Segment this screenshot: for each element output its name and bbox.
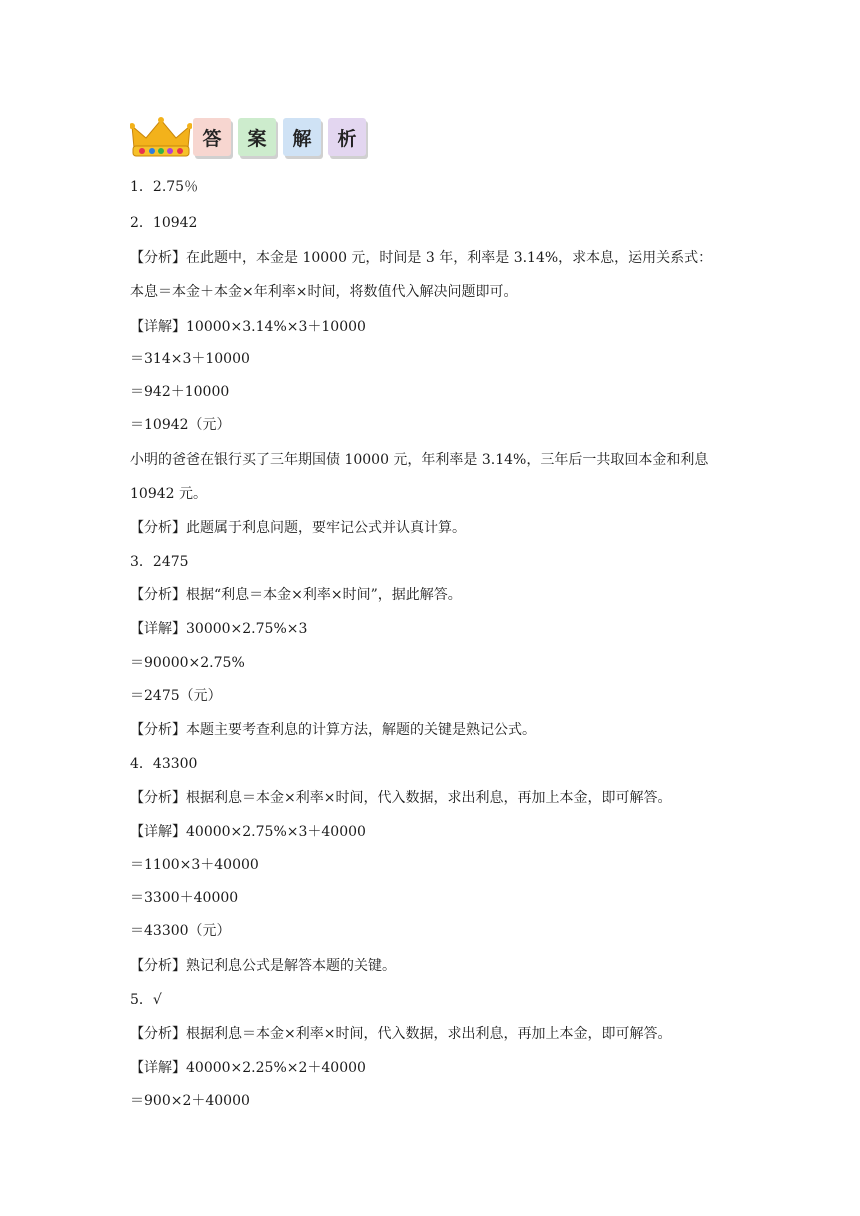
- text-line: ＝43300（元）: [130, 923, 231, 939]
- text-line: 【分析】此题属于利息问题，要牢记公式并认真计算。: [130, 520, 466, 536]
- text-line: 5．√: [130, 992, 162, 1008]
- crown-icon: [130, 116, 192, 158]
- text-line: ＝90000×2.75%: [130, 655, 245, 671]
- banner-tile: 析: [328, 118, 366, 156]
- text-line: 3．2475: [130, 554, 189, 570]
- text-line: ＝900×2＋40000: [130, 1093, 250, 1109]
- text-line: ＝314×3＋10000: [130, 351, 250, 367]
- text-line: 4．43300: [130, 756, 198, 772]
- text-line: 【详解】40000×2.25%×2＋40000: [130, 1060, 366, 1076]
- text-line: ＝942＋10000: [130, 384, 230, 400]
- text-line: 【详解】10000×3.14%×3＋10000: [130, 319, 366, 335]
- text-line: 【分析】本题主要考查利息的计算方法，解题的关键是熟记公式。: [130, 722, 536, 738]
- text-line: 【分析】熟记利息公式是解答本题的关键。: [130, 958, 396, 974]
- banner-tile: 案: [238, 118, 276, 156]
- banner-tile: 答: [193, 118, 231, 156]
- answer-analysis-banner: [130, 116, 390, 162]
- text-line: ＝2475（元）: [130, 688, 222, 704]
- text-line: 【分析】根据利息＝本金×利率×时间，代入数据，求出利息，再加上本金，即可解答。: [130, 790, 672, 806]
- text-line: 【分析】根据利息＝本金×利率×时间，代入数据，求出利息，再加上本金，即可解答。: [130, 1026, 672, 1042]
- text-line: 【分析】在此题中，本金是 10000 元，时间是 3 年，利率是 3.14%，求本息，运用关系式：: [130, 250, 713, 266]
- text-line: ＝3300＋40000: [130, 890, 239, 906]
- text-line: 【详解】30000×2.75%×3: [130, 621, 308, 637]
- text-line: 1．2.75％: [130, 179, 199, 195]
- text-line: 【详解】40000×2.75%×3＋40000: [130, 824, 366, 840]
- text-line: 小明的爸爸在银行买了三年期国债 10000 元，年利率是 3.14%，三年后一共取回本金和利息: [130, 452, 709, 468]
- banner-tile: 解: [283, 118, 321, 156]
- text-line: 10942 元。: [130, 486, 207, 502]
- text-line: ＝1100×3＋40000: [130, 857, 259, 873]
- text-line: 【分析】根据“利息＝本金×利率×时间”，据此解答。: [130, 587, 462, 603]
- text-line: 本息＝本金＋本金×年利率×时间，将数值代入解决问题即可。: [130, 284, 518, 300]
- text-line: ＝10942（元）: [130, 417, 231, 433]
- text-line: 2．10942: [130, 215, 198, 231]
